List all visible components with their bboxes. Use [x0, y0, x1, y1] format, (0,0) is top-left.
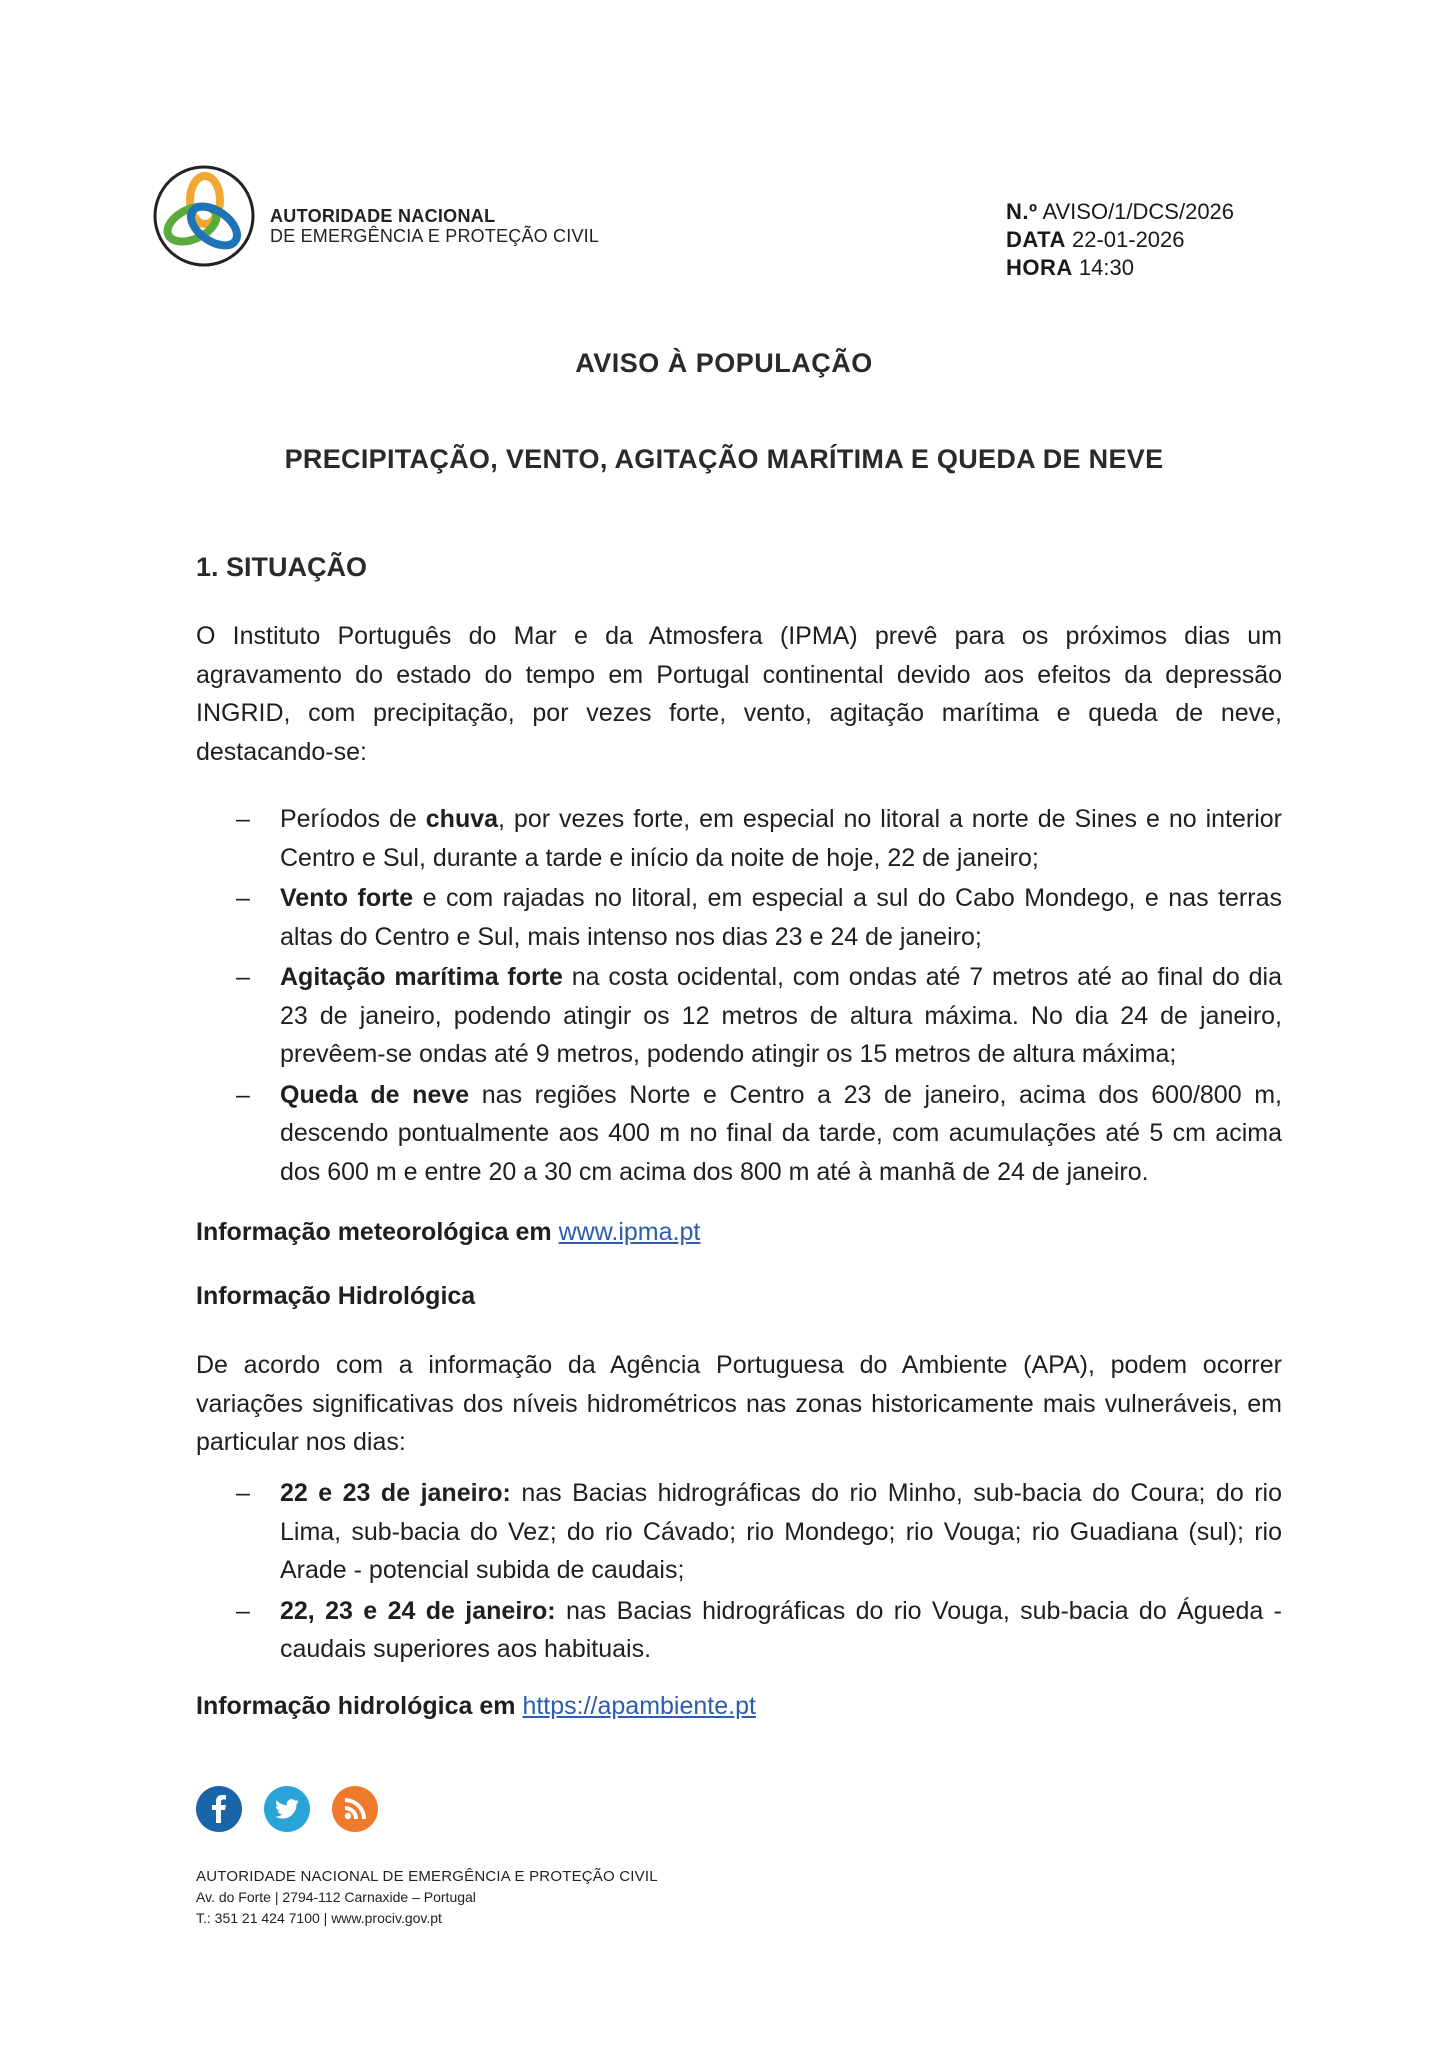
document-meta — [1006, 198, 1234, 282]
situation-intro: O Instituto Português do Mar e da Atmosfera (IPMA) prevê para os próximos dias um agravamento do estado do tempo em Portugal continental devido aos efeitos da depressão INGRID, com precipitação, por vezes forte, vento, agitação marítima e queda de neve, destacando-se: — [196, 622, 1282, 766]
org-name-line1: AUTORIDADE NACIONAL — [270, 206, 496, 226]
dash-bullet: – — [236, 1080, 250, 1109]
hydro-list — [236, 1474, 1282, 1671]
document-time — [1006, 254, 1234, 282]
dash-bullet: – — [236, 963, 250, 991]
list-item — [236, 1592, 1282, 1669]
hydro-heading: Informação Hidrológica — [196, 1282, 476, 1310]
item-bold: 22, 23 e 24 de janeiro: — [280, 1596, 556, 1625]
document-number — [1006, 198, 1234, 226]
date-label: DATA — [1006, 227, 1066, 252]
anepc-logo-icon — [152, 164, 256, 268]
date-value: 22-01-2026 — [1071, 227, 1185, 252]
rss-icon[interactable] — [332, 1786, 378, 1832]
item-text: na costa ocidental, com ondas até 7 metros até ao final do dia 23 de janeiro, podendo atingir os 12 metros de altura máxima. No dia 24 de janeiro, prevêem-se ondas até 9 metros, podendo atingir os 15 metros de altura máxima; — [280, 963, 1282, 1068]
item-bold: Vento forte — [280, 884, 414, 912]
number-label: N.º — [1006, 199, 1038, 224]
hydro-intro: De acordo com a informação da Agência Portuguesa do Ambiente (APA), podem ocorrer variações significativas dos níveis hidrométricos nas zonas historicamente mais vulneráveis, em particular nos dias: — [196, 1351, 1282, 1456]
item-text: nas Bacias hidrográficas do rio Vouga, sub-bacia do Águeda - caudais superiores aos habituais. — [280, 1596, 1282, 1663]
meteo-info-line — [196, 1218, 700, 1247]
dash-bullet: – — [236, 1479, 250, 1507]
twitter-icon[interactable] — [264, 1786, 310, 1832]
hydro-info-line — [196, 1692, 756, 1721]
list-item — [236, 1076, 1282, 1192]
item-text: nas Bacias hidrográficas do rio Minho, sub-bacia do Coura; do rio Lima, sub-bacia do Vez; do rio Cávado; rio Mondego; rio Vouga; rio Guadiana (sul); rio Arade - potencial subida de caudais; — [280, 1479, 1282, 1584]
meteo-info-label: Informação meteorológica em — [196, 1218, 559, 1246]
time-value: 14:30 — [1078, 255, 1134, 280]
document-date — [1006, 226, 1234, 254]
footer-address-line: Av. do Forte | 2794-112 Carnaxide – Portugal — [196, 1889, 476, 1905]
facebook-icon[interactable] — [196, 1786, 242, 1832]
item-text: nas regiões Norte e Centro a 23 de janeiro, acima dos 600/800 m, descendo pontualmente aos 400 m no final da tarde, com acumulações até 5 cm acima dos 600 m e entre 20 a 30 cm acima dos 800 m até à manhã de 24 de janeiro. — [280, 1080, 1282, 1186]
list-item — [236, 1474, 1282, 1590]
org-name-line2: DE EMERGÊNCIA E PROTEÇÃO CIVIL — [270, 226, 600, 246]
section-heading-situacao: 1. SITUAÇÃO — [196, 552, 368, 582]
item-bold: 22 e 23 de janeiro: — [280, 1479, 511, 1507]
item-bold: Agitação marítima forte — [280, 963, 563, 991]
item-text: e com rajadas no litoral, em especial a sul do Cabo Mondego, e nas terras altas do Centro e Sul, mais intenso nos dias 23 e 24 de janeiro; — [280, 884, 1282, 951]
ipma-link[interactable]: www.ipma.pt — [558, 1218, 701, 1246]
item-pre: Períodos de — [280, 805, 426, 833]
apambiente-link[interactable]: https://apambiente.pt — [522, 1692, 756, 1720]
footer-address — [196, 1866, 658, 1929]
social-links — [196, 1786, 378, 1832]
footer-org: AUTORIDADE NACIONAL DE EMERGÊNCIA E PROTEÇÃO CIVIL — [196, 1868, 658, 1885]
dash-bullet: – — [236, 884, 250, 912]
number-value: AVISO/1/DCS/2026 — [1042, 199, 1235, 224]
item-bold: Queda de neve — [280, 1080, 470, 1109]
dash-bullet: – — [236, 805, 250, 833]
org-name — [270, 206, 599, 246]
org-header — [152, 164, 599, 268]
footer-contact-line: T.: 351 21 424 7100 | www.prociv.gov.pt — [196, 1910, 442, 1926]
dash-bullet: – — [236, 1596, 250, 1625]
situation-list — [236, 800, 1282, 1193]
page-subtitle: PRECIPITAÇÃO, VENTO, AGITAÇÃO MARÍTIMA E QUEDA DE NEVE — [284, 444, 1164, 474]
list-item — [236, 800, 1282, 877]
page-title: AVISO À POPULAÇÃO — [575, 348, 873, 378]
item-bold: chuva — [425, 805, 499, 833]
item-text: , por vezes forte, em especial no litoral a norte de Sines e no interior Centro e Sul, durante a tarde e início da noite de hoje, 22 de janeiro; — [280, 805, 1282, 872]
time-label: HORA — [1006, 255, 1073, 280]
hydro-info-label: Informação hidrológica em — [196, 1692, 523, 1720]
list-item — [236, 879, 1282, 956]
list-item — [236, 958, 1282, 1074]
